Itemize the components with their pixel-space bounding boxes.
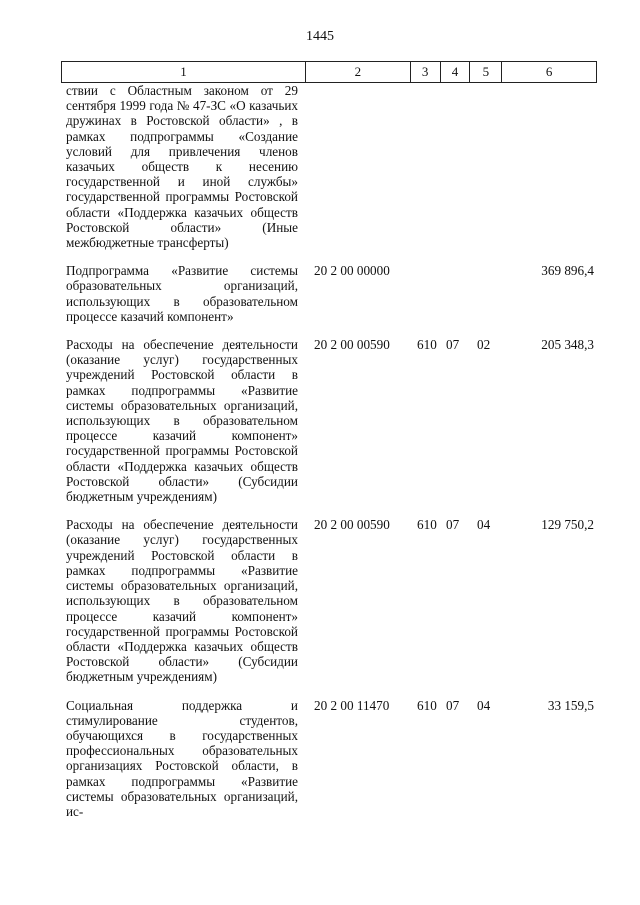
row-code: 20 2 00 00590	[314, 337, 390, 353]
row-section	[441, 263, 471, 324]
row-expense-type: 610	[417, 517, 437, 533]
row-code: 20 2 00 00590	[314, 517, 390, 533]
table-row	[61, 83, 597, 250]
header-col-4: 4	[441, 62, 471, 82]
row-amount: 33 159,5	[547, 697, 594, 713]
header-col-5: 5	[470, 62, 502, 82]
row-expense-type: 610	[417, 337, 437, 353]
row-code: 20 2 00 11470	[314, 697, 390, 713]
row-subsection	[471, 83, 503, 250]
row-description: Расходы на обеспечение деятельности (оказание услуг) государственных учреждений Ростовской области в рамках подпрограммы «Развитие системы образовательных организаций, использующих в образовательном процессе казачий компонент» государственной программы Ростовской области «Поддержка казачьих обществ Ростовской области» (Субсидии бюджетным учреждениям)	[66, 337, 298, 505]
row-amount: 129 750,2	[541, 517, 594, 533]
header-col-1: 1	[62, 62, 306, 82]
page-number: 1445	[306, 29, 334, 44]
row-code	[306, 83, 411, 250]
row-subsection: 04	[477, 697, 491, 713]
row-subsection: 02	[477, 337, 491, 353]
row-subsection	[471, 263, 503, 324]
row-code: 20 2 00 00000	[314, 263, 390, 279]
row-amount: 205 348,3	[541, 337, 594, 353]
row-amount: 369 896,4	[541, 263, 594, 279]
row-expense-type	[411, 83, 441, 250]
row-section: 07	[446, 517, 460, 533]
row-expense-type	[411, 263, 441, 324]
row-description: ствии с Областным законом от 29 сентября 1999 года № 47-ЗС «О казачьих дружинах в Ростовской области» , в рамках подпрограммы «Создание условий для привлечения членов казачьих обществ к несению государственной и иной службы» государственной программы Ростовской области «Поддержка казачьих обществ Ростовской области» (Иные межбюджетные трансферты)	[66, 83, 298, 251]
row-description: Расходы на обеспечение деятельности (оказание услуг) государственных учреждений Ростовской области в рамках подпрограммы «Развитие системы образовательных организаций, использующих в образовательном процессе казачий компонент» государственной программы Ростовской области «Поддержка казачьих обществ Ростовской области» (Субсидии бюджетным учреждениям)	[66, 517, 298, 685]
row-description: Социальная поддержка и стимулирование студентов, обучающихся в государственных профессиональных образовательных организациях Ростовской области, в рамках подпрограммы «Развитие системы образовательных организаций, ис-	[66, 697, 298, 819]
header-col-6: 6	[545, 64, 553, 79]
row-description: Подпрограмма «Развитие системы образовательных организаций, использующих в образовательном процессе казачий компонент»	[66, 263, 298, 324]
row-amount	[503, 83, 597, 250]
table-row	[61, 263, 597, 324]
table-row	[61, 337, 597, 504]
row-section	[441, 83, 471, 250]
table-body	[61, 83, 597, 832]
row-expense-type: 610	[417, 697, 437, 713]
row-section: 07	[446, 697, 460, 713]
header-col-2: 2	[306, 62, 411, 82]
table-header	[61, 61, 597, 83]
table-row	[61, 517, 597, 684]
row-section: 07	[446, 337, 460, 353]
table-row	[61, 698, 597, 820]
row-subsection: 04	[477, 517, 491, 533]
header-col-3: 3	[411, 62, 441, 82]
